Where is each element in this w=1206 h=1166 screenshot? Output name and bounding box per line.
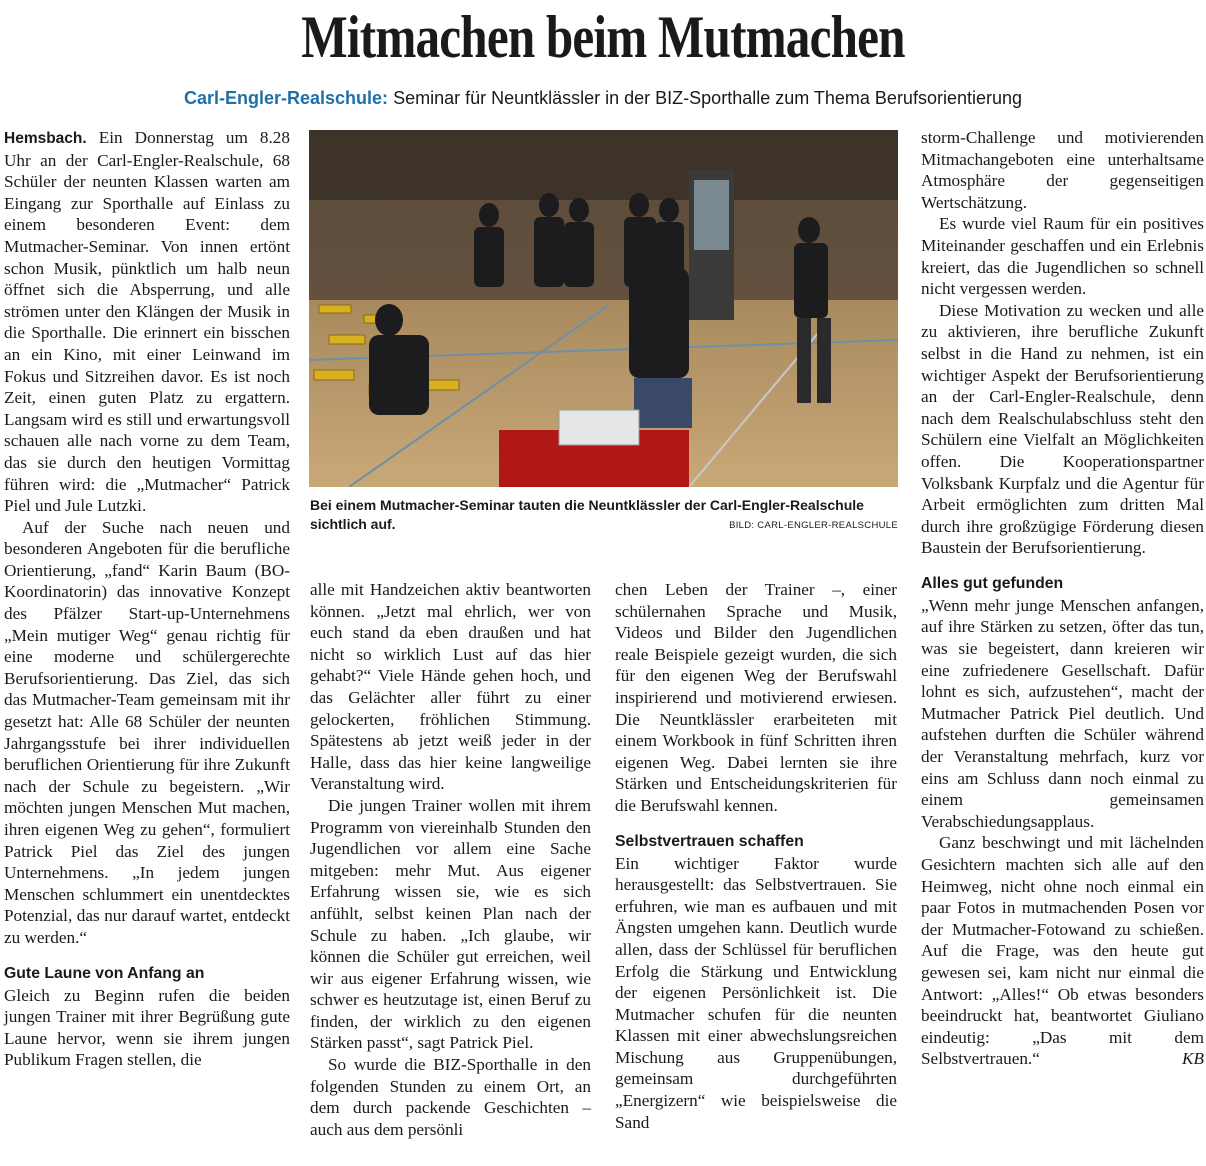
subheadline-kicker: Carl-Engler-Realschule:: [183, 88, 389, 108]
dateline: Hemsbach.: [4, 130, 87, 147]
article-column-3: [615, 579, 897, 1133]
paragraph-1-text: Ein Donnerstag um 8.28 Uhr an der Carl-Engler-Realschule, 68 Schüler der neunten Klassen warten am Eingang zur Sporthalle auf Einlass zu einem besonderen Event: dem Mutmacher-Seminar. Von innen ertönt schon Musik, pünktlich um halb neun öffnet sich die Absperrung, und alle strömen unter den Klängen der Musik in die Sporthalle. Die erinnert ein bisschen an ein Kino, mit einer Leinwand im Fokus und Sitzreihen davor. Es ist noch Zeit, einen guten Platz zu ergattern. Langsam wird es still und erwartungsvoll schauen alle nach vorne zu dem Team, das sie durch den heutigen Vormittag führen wird: die „Mutmacher“ Patrick Piel und Jule Lutzki.: [4, 128, 290, 516]
paragraph-10-text: Ganz beschwingt und mit lächelnden Gesichtern machten sich alle auf den Heimweg, nicht ohne noch einmal ein paar Fotos in mutmachenden Posen vor der Mutmacher-Fotowand zu schießen. Auf die Frage, was den heute gut gewesen sei, kam nicht nur einmal die Antwort: „Alles!“ Ob etwas besonders beeindruckt hat, beantwortet Giuliano eindeutig: „Das mit dem Selbstvertrauen.“: [921, 833, 1204, 1069]
paragraph-6: Ein wichtiger Faktor wurde herausgestellt: das Selbstvertrauen. Sie erfuhren, wie man es aufbauen und mit Ängsten umgehen kann. Deutlich wurde allen, dass der Schlüssel für beruflichen Erfolg die Stärkung und Entwicklung der eigenen Persönlichkeit ist. Die Mutmacher schufen für die neunten Klassen mit einer abwechslungsreichen Mischung aus Gruppenübungen, gemeinsam durchgeführten „Energizern“ wie beispielsweise die Sand: [615, 853, 897, 1132]
article-column-2: [310, 579, 591, 1140]
paragraph-9: „Wenn mehr junge Menschen anfangen, auf ihre Stärken zu setzen, öfter das tun, was sie begeistert, dann kreieren wir eine zufriedenere Gesellschaft. Dafür lohnt es sich, aufzustehen“, macht der Mutmacher Patrick Piel deutlich. Und aufstehen durften die Schüler während der Veranstaltung mehrfach, kurz vor eins am Schluss dann noch einmal zu einem gemeinsamen Verabschiedungsapplaus.: [921, 595, 1204, 831]
paragraph-10: [921, 832, 1204, 1070]
article-column-1: [4, 127, 290, 1071]
paragraph-2: Auf der Suche nach neuen und besonderen Angeboten für die berufliche Orientierung, „fand“ Karin Baum (BO-Koordinatorin) das innovative Konzept des Pfälzer Start-up-Unternehmens „Mein mutiger Weg“ genau richtig für eine moderne und schülergerechte Berufsorientierung. Das Ziel, das sich das Mutmacher-Team gemeinsam mit ihr gesetzt hat: Alle 68 Schüler der neunten Jahrgangsstufe bei ihrer individuellen beruflichen Orientierung für ihre Zukunft nach der Schule zu begeistern. „Wir möchten jungen Menschen Mut machen, ihren eigenen Weg zu gehen“, formuliert Patrick Piel das Ziel des jungen Unternehmens. „In jedem jungen Menschen schlummert ein unentdecktes Potenzial, das nur darauf wartet, entdeckt zu werden.“: [4, 517, 290, 947]
paragraph-6-continued: storm-Challenge und motivierenden Mitmachangeboten eine unterhaltsame Atmosphäre der gegenseitigen Wertschätzung.: [921, 128, 1204, 212]
subheadline-text: Seminar für Neuntklässler in der BIZ-Sporthalle zum Thema Berufsorientierung: [393, 88, 1023, 108]
photo-caption: Bei einem Mutmacher-Seminar tauten die Neuntklässler der Carl-Engler-Realschule sichtlich auf.: [310, 497, 864, 532]
author-signature: KB: [1182, 1049, 1204, 1069]
headline: Mitmachen beim Mutmachen: [301, 4, 905, 70]
paragraph-intro: [4, 127, 290, 517]
paragraph-8: Diese Motivation zu wecken und alle zu aktivieren, ihre berufliche Zukunft selbst in die Hand zu nehmen, ist ein wichtiger Aspekt der Berufsorientierung an der Carl-Engler-Realschule, denn nach dem Realschulabschluss steht den Schülern eine Vielfalt an Möglichkeiten offen. Die Kooperationspartner Volksbank Kurpfalz und die Agentur für Arbeit ermöglichten zum dritten Mal durch ihre großzügige Förderung diesen Baustein der Berufsorientierung.: [921, 300, 1204, 558]
paragraph-5-continued: chen Leben der Trainer –, einer schülernahen Sprache und Musik, Videos und Bilder den Jugendlichen reale Beispiele gezeigt wurden, die sich für den eigenen Weg der Berufswahl inspirierend und motivierend erwiesen. Die Neuntklässler erarbeiteten mit einem Workbook in fünf Schritten ihren eigenen Weg. Dabei lernten sie ihre Stärken und Entscheidungskriterien für die Berufswahl kennen.: [615, 580, 897, 815]
photo-students-dancing-in-gym-icon: [309, 130, 898, 487]
article-column-4: [921, 127, 1204, 1070]
article-photo: [309, 130, 898, 487]
subheading-selbstvertrauen: Selbstvertrauen schaffen: [615, 832, 804, 850]
subheadline: [0, 86, 1206, 110]
paragraph-4: Die jungen Trainer wollen mit ihrem Programm von viereinhalb Stunden den Jugendlichen vor allem eine Sache mitgeben: mehr Mut. Aus eigener Erfahrung wissen sie, wie es sich anfühlt, selbst keinen Plan nach der Schule zu haben. „Ich glaube, wir können die Schüler gut erreichen, weil wir aus eigener Erfahrung wissen, wie schwer es heutzutage ist, einen Beruf zu finden, der wirklich zu den eigenen Stärken passt“, sagt Patrick Piel.: [310, 795, 591, 1053]
paragraph-3-continued: alle mit Handzeichen aktiv beantworten können. „Jetzt mal ehrlich, wer von euch stand da eben draußen und hat nicht so wirklich Lust auf das hier gehabt?“ Viele Hände gehen hoch, und das Gelächter aller führt zu einer gelockerten, fröhlichen Stimmung. Spätestens ab jetzt weiß jeder in der Halle, dass das hier keine langweilige Veranstaltung wird.: [310, 580, 591, 794]
photo-credit: BILD: CARL-ENGLER-REALSCHULE: [729, 520, 898, 531]
paragraph-7: Es wurde viel Raum für ein positives Miteinander geschaffen und ein Erlebnis kreiert, das die Jugendlichen so schnell nicht vergessen werden.: [921, 214, 1204, 299]
paragraph-3: Gleich zu Beginn rufen die beiden jungen Trainer mit ihrer Begrüßung gute Laune hervor, wenn sie ihrem jungen Publikum Fragen stellen, die: [4, 985, 290, 1070]
subheading-gute-laune: Gute Laune von Anfang an: [4, 964, 205, 982]
subheading-alles-gut: Alles gut gefunden: [921, 574, 1064, 592]
paragraph-5: So wurde die BIZ-Sporthalle in den folgenden Stunden zu einem Ort, an dem durch packende Geschichten – auch aus dem persönli: [310, 1055, 591, 1139]
